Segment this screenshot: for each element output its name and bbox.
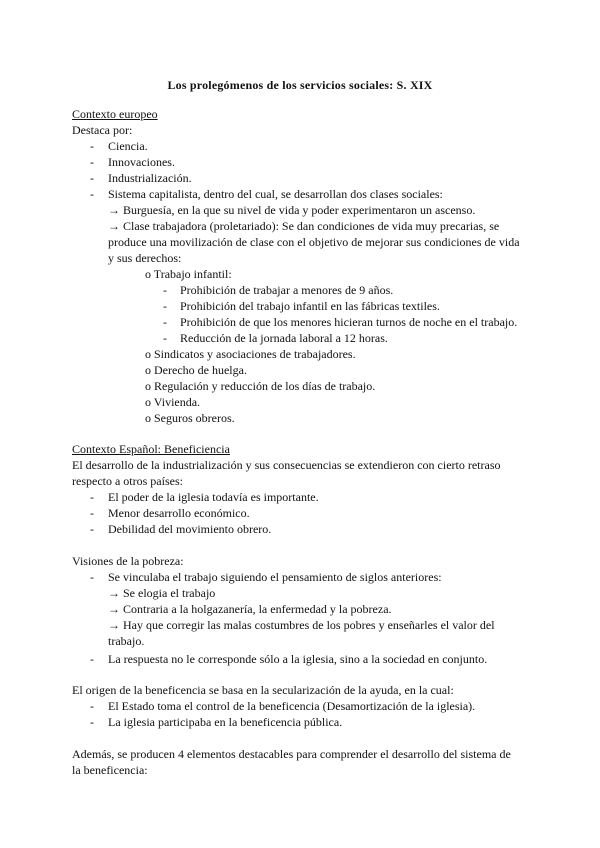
list-item: Industrialización.	[108, 171, 192, 185]
circle-item: o Derecho de huelga.	[145, 363, 247, 377]
arrow-item-cont: trabajo.	[108, 634, 145, 648]
circle-item: o Sindicatos y asociaciones de trabajadores.	[145, 347, 356, 361]
bullet-dash: -	[90, 715, 94, 729]
list-item: Ciencia.	[108, 139, 148, 153]
sub-list-item: Prohibición de trabajar a menores de 9 años.	[180, 283, 394, 297]
sub-list-item: Prohibición de que los menores hicieran turnos de noche en el trabajo.	[180, 315, 518, 329]
paragraph: la beneficencia:	[72, 763, 148, 777]
circle-item: o Trabajo infantil:	[145, 267, 232, 281]
paragraph: El origen de la beneficencia se basa en la secularización de la ayuda, en la cual:	[72, 683, 454, 697]
bullet-dash: -	[90, 699, 94, 713]
bullet-dash: -	[163, 283, 167, 297]
bullet-dash: -	[90, 187, 94, 201]
arrow-item: → Clase trabajadora (proletariado): Se dan condiciones de vida muy precarias, se	[108, 219, 500, 233]
bullet-dash: -	[163, 331, 167, 345]
list-item: Menor desarrollo económico.	[108, 506, 250, 520]
bullet-dash: -	[90, 155, 94, 169]
list-item: Debilidad del movimiento obrero.	[108, 522, 272, 536]
bullet-dash: -	[90, 652, 94, 666]
arrow-item-cont: produce una movilización de clase con el objetivo de mejorar sus condiciones de vida	[108, 235, 520, 249]
paragraph: Además, se producen 4 elementos destacables para comprender el desarrollo del sistema de	[72, 747, 511, 761]
arrow-item-cont: y sus derechos:	[108, 251, 182, 265]
paragraph: Visiones de la pobreza:	[72, 554, 184, 568]
list-item: Se vinculaba el trabajo siguiendo el pensamiento de siglos anteriores:	[108, 570, 442, 584]
arrow-item: → Se elogia el trabajo	[108, 586, 216, 600]
list-item: El Estado toma el control de la beneficencia (Desamortización de la iglesia).	[108, 699, 476, 713]
list-item: La respuesta no le corresponde sólo a la iglesia, sino a la sociedad en conjunto.	[108, 652, 488, 666]
bullet-dash: -	[90, 522, 94, 536]
arrow-item: → Burguesía, en la que su nivel de vida y poder experimentaron un ascenso.	[108, 203, 476, 217]
arrow-item: → Hay que corregir las malas costumbres de los pobres y enseñarles el valor del	[108, 618, 495, 632]
bullet-dash: -	[90, 506, 94, 520]
sub-list-item: Reducción de la jornada laboral a 12 horas.	[180, 331, 388, 345]
list-item: El poder de la iglesia todavía es importante.	[108, 490, 319, 504]
circle-item: o Seguros obreros.	[145, 411, 235, 425]
bullet-dash: -	[90, 490, 94, 504]
list-item: Sistema capitalista, dentro del cual, se desarrollan dos clases sociales:	[108, 187, 443, 201]
section-heading-europe: Contexto europeo	[72, 107, 158, 121]
list-item: La iglesia participaba en la beneficencia pública.	[108, 715, 343, 729]
arrow-item: → Contraria a la holgazanería, la enfermedad y la pobreza.	[108, 602, 392, 616]
document-title: Los prolegómenos de los servicios sociales: S. XIX	[167, 78, 433, 92]
bullet-dash: -	[90, 171, 94, 185]
circle-item: o Vivienda.	[145, 395, 201, 409]
paragraph: Destaca por:	[72, 123, 133, 137]
section-heading-spain: Contexto Español: Beneficiencia	[72, 442, 230, 456]
bullet-dash: -	[163, 315, 167, 329]
bullet-dash: -	[90, 570, 94, 584]
paragraph: respecto a otros países:	[72, 474, 183, 488]
list-item: Innovaciones.	[108, 155, 175, 169]
circle-item: o Regulación y reducción de los días de trabajo.	[145, 379, 376, 393]
bullet-dash: -	[90, 139, 94, 153]
paragraph: El desarrollo de la industrialización y sus consecuencias se extendieron con cierto retraso	[72, 458, 501, 472]
sub-list-item: Prohibición del trabajo infantil en las fábricas textiles.	[180, 299, 440, 313]
bullet-dash: -	[163, 299, 167, 313]
